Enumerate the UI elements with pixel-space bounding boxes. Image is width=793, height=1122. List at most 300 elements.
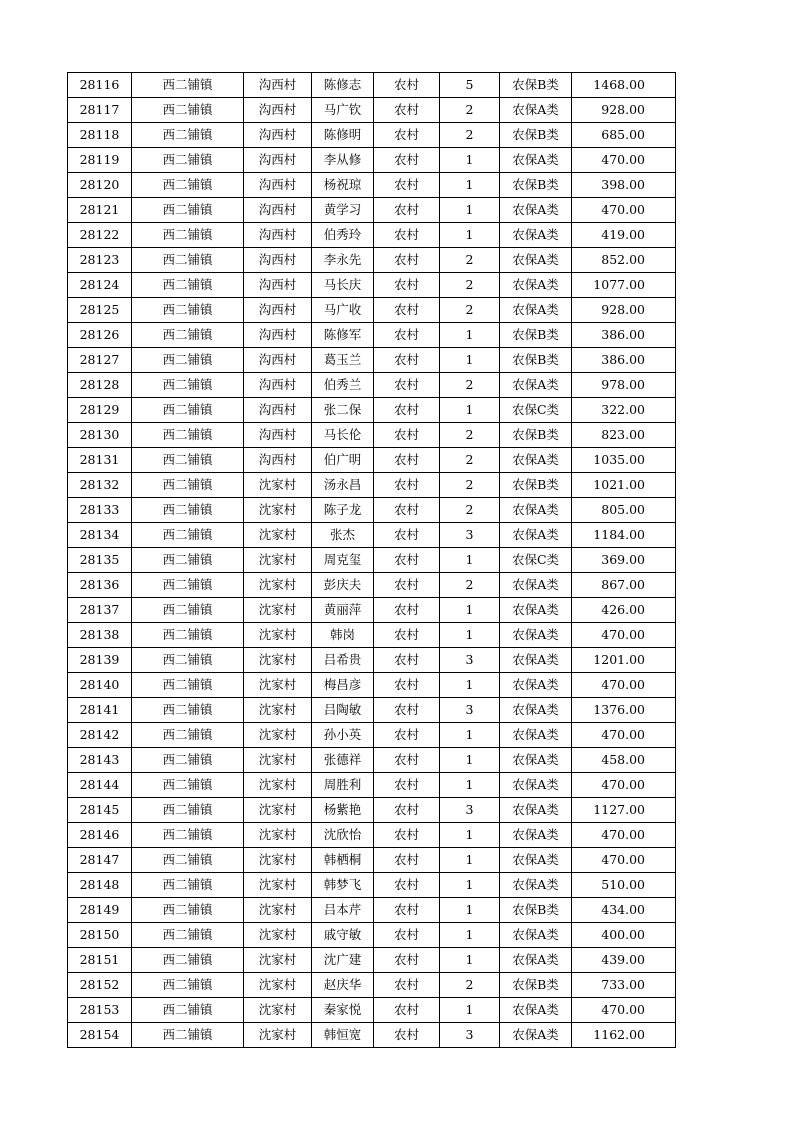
record-number: 28123	[68, 248, 132, 273]
residence-type-cell: 农村	[374, 423, 440, 448]
category-cell: 农保A类	[500, 448, 572, 473]
amount-cell: 1162.00	[572, 1023, 676, 1048]
residence-type-cell: 农村	[374, 248, 440, 273]
table-row	[68, 823, 676, 848]
household-size-cell: 3	[440, 698, 500, 723]
category-cell: 农保B类	[500, 348, 572, 373]
town-cell: 西二铺镇	[132, 798, 244, 823]
household-size-cell: 1	[440, 923, 500, 948]
residence-type-cell: 农村	[374, 198, 440, 223]
village-cell: 沈家村	[244, 873, 312, 898]
record-number: 28144	[68, 773, 132, 798]
household-size-cell: 2	[440, 123, 500, 148]
amount-cell: 867.00	[572, 573, 676, 598]
table-row	[68, 423, 676, 448]
village-cell: 沟西村	[244, 223, 312, 248]
town-cell: 西二铺镇	[132, 323, 244, 348]
village-cell: 沈家村	[244, 548, 312, 573]
residence-type-cell: 农村	[374, 573, 440, 598]
table-body	[68, 73, 676, 1048]
village-cell: 沟西村	[244, 123, 312, 148]
town-cell: 西二铺镇	[132, 648, 244, 673]
household-size-cell: 2	[440, 573, 500, 598]
record-number: 28128	[68, 373, 132, 398]
residence-type-cell: 农村	[374, 623, 440, 648]
record-number: 28151	[68, 948, 132, 973]
record-number: 28149	[68, 898, 132, 923]
household-size-cell: 2	[440, 448, 500, 473]
name-cell: 沈欣怡	[312, 823, 374, 848]
village-cell: 沟西村	[244, 423, 312, 448]
household-size-cell: 1	[440, 398, 500, 423]
name-cell: 张杰	[312, 523, 374, 548]
household-size-cell: 1	[440, 723, 500, 748]
amount-cell: 426.00	[572, 598, 676, 623]
household-size-cell: 2	[440, 973, 500, 998]
category-cell: 农保C类	[500, 398, 572, 423]
household-size-cell: 1	[440, 623, 500, 648]
amount-cell: 805.00	[572, 498, 676, 523]
name-cell: 陈修军	[312, 323, 374, 348]
amount-cell: 439.00	[572, 948, 676, 973]
town-cell: 西二铺镇	[132, 623, 244, 648]
category-cell: 农保B类	[500, 898, 572, 923]
town-cell: 西二铺镇	[132, 448, 244, 473]
name-cell: 杨祝琼	[312, 173, 374, 198]
category-cell: 农保A类	[500, 148, 572, 173]
household-size-cell: 2	[440, 423, 500, 448]
name-cell: 张二保	[312, 398, 374, 423]
residence-type-cell: 农村	[374, 373, 440, 398]
household-size-cell: 3	[440, 523, 500, 548]
residence-type-cell: 农村	[374, 798, 440, 823]
name-cell: 马长庆	[312, 273, 374, 298]
table-row	[68, 998, 676, 1023]
village-cell: 沟西村	[244, 148, 312, 173]
record-number: 28129	[68, 398, 132, 423]
amount-cell: 419.00	[572, 223, 676, 248]
table-row	[68, 498, 676, 523]
residence-type-cell: 农村	[374, 698, 440, 723]
table-row	[68, 373, 676, 398]
residence-type-cell: 农村	[374, 673, 440, 698]
amount-cell: 470.00	[572, 848, 676, 873]
category-cell: 农保B类	[500, 423, 572, 448]
record-number: 28131	[68, 448, 132, 473]
household-size-cell: 2	[440, 498, 500, 523]
amount-cell: 369.00	[572, 548, 676, 573]
category-cell: 农保B类	[500, 323, 572, 348]
residence-type-cell: 农村	[374, 273, 440, 298]
record-number: 28148	[68, 873, 132, 898]
village-cell: 沟西村	[244, 73, 312, 98]
village-cell: 沈家村	[244, 648, 312, 673]
record-number: 28136	[68, 573, 132, 598]
residence-type-cell: 农村	[374, 748, 440, 773]
category-cell: 农保A类	[500, 623, 572, 648]
village-cell: 沟西村	[244, 348, 312, 373]
category-cell: 农保B类	[500, 123, 572, 148]
residence-type-cell: 农村	[374, 723, 440, 748]
village-cell: 沈家村	[244, 698, 312, 723]
town-cell: 西二铺镇	[132, 423, 244, 448]
amount-cell: 434.00	[572, 898, 676, 923]
record-number: 28120	[68, 173, 132, 198]
residence-type-cell: 农村	[374, 498, 440, 523]
household-size-cell: 3	[440, 798, 500, 823]
town-cell: 西二铺镇	[132, 823, 244, 848]
residence-type-cell: 农村	[374, 948, 440, 973]
record-number: 28139	[68, 648, 132, 673]
town-cell: 西二铺镇	[132, 598, 244, 623]
category-cell: 农保B类	[500, 973, 572, 998]
table-row	[68, 748, 676, 773]
record-number: 28135	[68, 548, 132, 573]
village-cell: 沈家村	[244, 823, 312, 848]
household-size-cell: 1	[440, 148, 500, 173]
table-row	[68, 898, 676, 923]
village-cell: 沈家村	[244, 598, 312, 623]
village-cell: 沈家村	[244, 898, 312, 923]
town-cell: 西二铺镇	[132, 848, 244, 873]
amount-cell: 470.00	[572, 823, 676, 848]
category-cell: 农保A类	[500, 648, 572, 673]
town-cell: 西二铺镇	[132, 748, 244, 773]
table-row	[68, 548, 676, 573]
name-cell: 赵庆华	[312, 973, 374, 998]
amount-cell: 1035.00	[572, 448, 676, 473]
name-cell: 伯秀兰	[312, 373, 374, 398]
amount-cell: 823.00	[572, 423, 676, 448]
name-cell: 吕希贵	[312, 648, 374, 673]
town-cell: 西二铺镇	[132, 198, 244, 223]
record-number: 28154	[68, 1023, 132, 1048]
record-number: 28140	[68, 673, 132, 698]
village-cell: 沈家村	[244, 673, 312, 698]
village-cell: 沈家村	[244, 773, 312, 798]
village-cell: 沈家村	[244, 1023, 312, 1048]
category-cell: 农保A类	[500, 498, 572, 523]
record-number: 28124	[68, 273, 132, 298]
name-cell: 马广钦	[312, 98, 374, 123]
amount-cell: 1468.00	[572, 73, 676, 98]
table-row	[68, 98, 676, 123]
table-row	[68, 948, 676, 973]
record-number: 28137	[68, 598, 132, 623]
category-cell: 农保A类	[500, 223, 572, 248]
village-cell: 沈家村	[244, 473, 312, 498]
town-cell: 西二铺镇	[132, 173, 244, 198]
table-row	[68, 73, 676, 98]
record-number: 28141	[68, 698, 132, 723]
name-cell: 马长伦	[312, 423, 374, 448]
town-cell: 西二铺镇	[132, 523, 244, 548]
table-row	[68, 198, 676, 223]
name-cell: 陈修明	[312, 123, 374, 148]
amount-cell: 685.00	[572, 123, 676, 148]
record-number: 28118	[68, 123, 132, 148]
village-cell: 沈家村	[244, 748, 312, 773]
household-size-cell: 1	[440, 773, 500, 798]
residence-type-cell: 农村	[374, 448, 440, 473]
name-cell: 杨紫艳	[312, 798, 374, 823]
household-size-cell: 3	[440, 648, 500, 673]
amount-cell: 1201.00	[572, 648, 676, 673]
table-row	[68, 573, 676, 598]
name-cell: 秦家悦	[312, 998, 374, 1023]
town-cell: 西二铺镇	[132, 273, 244, 298]
household-size-cell: 1	[440, 848, 500, 873]
town-cell: 西二铺镇	[132, 73, 244, 98]
name-cell: 韩栖桐	[312, 848, 374, 873]
category-cell: 农保A类	[500, 748, 572, 773]
record-number: 28132	[68, 473, 132, 498]
name-cell: 梅昌彦	[312, 673, 374, 698]
village-cell: 沈家村	[244, 973, 312, 998]
category-cell: 农保A类	[500, 273, 572, 298]
residence-type-cell: 农村	[374, 998, 440, 1023]
town-cell: 西二铺镇	[132, 923, 244, 948]
village-cell: 沈家村	[244, 798, 312, 823]
village-cell: 沈家村	[244, 623, 312, 648]
table-row	[68, 348, 676, 373]
record-number: 28117	[68, 98, 132, 123]
town-cell: 西二铺镇	[132, 473, 244, 498]
table-row	[68, 873, 676, 898]
residence-type-cell: 农村	[374, 148, 440, 173]
name-cell: 黄学习	[312, 198, 374, 223]
record-number: 28130	[68, 423, 132, 448]
relief-roster-table	[67, 72, 676, 1048]
household-size-cell: 1	[440, 173, 500, 198]
category-cell: 农保A类	[500, 948, 572, 973]
amount-cell: 1376.00	[572, 698, 676, 723]
village-cell: 沈家村	[244, 523, 312, 548]
record-number: 28122	[68, 223, 132, 248]
amount-cell: 510.00	[572, 873, 676, 898]
table-row	[68, 398, 676, 423]
table-row	[68, 223, 676, 248]
town-cell: 西二铺镇	[132, 773, 244, 798]
category-cell: 农保A类	[500, 298, 572, 323]
town-cell: 西二铺镇	[132, 673, 244, 698]
village-cell: 沈家村	[244, 498, 312, 523]
amount-cell: 928.00	[572, 98, 676, 123]
village-cell: 沟西村	[244, 198, 312, 223]
household-size-cell: 1	[440, 748, 500, 773]
household-size-cell: 1	[440, 598, 500, 623]
residence-type-cell: 农村	[374, 823, 440, 848]
village-cell: 沟西村	[244, 373, 312, 398]
table-row	[68, 298, 676, 323]
record-number: 28134	[68, 523, 132, 548]
amount-cell: 322.00	[572, 398, 676, 423]
household-size-cell: 1	[440, 673, 500, 698]
table-row	[68, 123, 676, 148]
category-cell: 农保A类	[500, 198, 572, 223]
village-cell: 沈家村	[244, 573, 312, 598]
residence-type-cell: 农村	[374, 873, 440, 898]
village-cell: 沟西村	[244, 323, 312, 348]
household-size-cell: 2	[440, 298, 500, 323]
town-cell: 西二铺镇	[132, 373, 244, 398]
name-cell: 伯秀玲	[312, 223, 374, 248]
town-cell: 西二铺镇	[132, 498, 244, 523]
name-cell: 韩恒宽	[312, 1023, 374, 1048]
name-cell: 马广收	[312, 298, 374, 323]
household-size-cell: 1	[440, 198, 500, 223]
table-row	[68, 248, 676, 273]
record-number: 28121	[68, 198, 132, 223]
amount-cell: 470.00	[572, 773, 676, 798]
household-size-cell: 1	[440, 873, 500, 898]
amount-cell: 400.00	[572, 923, 676, 948]
town-cell: 西二铺镇	[132, 98, 244, 123]
town-cell: 西二铺镇	[132, 948, 244, 973]
record-number: 28126	[68, 323, 132, 348]
name-cell: 周胜利	[312, 773, 374, 798]
name-cell: 葛玉兰	[312, 348, 374, 373]
table-row	[68, 148, 676, 173]
residence-type-cell: 农村	[374, 73, 440, 98]
record-number: 28119	[68, 148, 132, 173]
record-number: 28145	[68, 798, 132, 823]
name-cell: 沈广建	[312, 948, 374, 973]
record-number: 28150	[68, 923, 132, 948]
amount-cell: 398.00	[572, 173, 676, 198]
name-cell: 韩梦飞	[312, 873, 374, 898]
category-cell: 农保C类	[500, 548, 572, 573]
category-cell: 农保A类	[500, 848, 572, 873]
household-size-cell: 1	[440, 348, 500, 373]
village-cell: 沈家村	[244, 923, 312, 948]
town-cell: 西二铺镇	[132, 148, 244, 173]
town-cell: 西二铺镇	[132, 1023, 244, 1048]
amount-cell: 386.00	[572, 348, 676, 373]
table-row	[68, 648, 676, 673]
table-row	[68, 1023, 676, 1048]
record-number: 28153	[68, 998, 132, 1023]
record-number: 28146	[68, 823, 132, 848]
village-cell: 沟西村	[244, 248, 312, 273]
amount-cell: 470.00	[572, 723, 676, 748]
table-row	[68, 923, 676, 948]
category-cell: 农保A类	[500, 1023, 572, 1048]
name-cell: 陈修志	[312, 73, 374, 98]
record-number: 28133	[68, 498, 132, 523]
record-number: 28147	[68, 848, 132, 873]
category-cell: 农保A类	[500, 598, 572, 623]
village-cell: 沟西村	[244, 298, 312, 323]
name-cell: 戚守敏	[312, 923, 374, 948]
category-cell: 农保A类	[500, 523, 572, 548]
name-cell: 韩岗	[312, 623, 374, 648]
amount-cell: 928.00	[572, 298, 676, 323]
category-cell: 农保A类	[500, 998, 572, 1023]
category-cell: 农保A类	[500, 373, 572, 398]
name-cell: 李永先	[312, 248, 374, 273]
category-cell: 农保A类	[500, 673, 572, 698]
category-cell: 农保A类	[500, 723, 572, 748]
residence-type-cell: 农村	[374, 523, 440, 548]
record-number: 28142	[68, 723, 132, 748]
amount-cell: 386.00	[572, 323, 676, 348]
name-cell: 李从修	[312, 148, 374, 173]
table-row	[68, 448, 676, 473]
category-cell: 农保A类	[500, 98, 572, 123]
village-cell: 沈家村	[244, 848, 312, 873]
residence-type-cell: 农村	[374, 598, 440, 623]
town-cell: 西二铺镇	[132, 898, 244, 923]
amount-cell: 1184.00	[572, 523, 676, 548]
village-cell: 沟西村	[244, 173, 312, 198]
village-cell: 沟西村	[244, 398, 312, 423]
village-cell: 沈家村	[244, 998, 312, 1023]
town-cell: 西二铺镇	[132, 873, 244, 898]
name-cell: 周克玺	[312, 548, 374, 573]
residence-type-cell: 农村	[374, 973, 440, 998]
category-cell: 农保A类	[500, 773, 572, 798]
record-number: 28125	[68, 298, 132, 323]
category-cell: 农保A类	[500, 248, 572, 273]
residence-type-cell: 农村	[374, 298, 440, 323]
table-row	[68, 798, 676, 823]
household-size-cell: 2	[440, 98, 500, 123]
amount-cell: 978.00	[572, 373, 676, 398]
town-cell: 西二铺镇	[132, 973, 244, 998]
town-cell: 西二铺镇	[132, 698, 244, 723]
table-row	[68, 698, 676, 723]
name-cell: 汤永昌	[312, 473, 374, 498]
town-cell: 西二铺镇	[132, 298, 244, 323]
residence-type-cell: 农村	[374, 98, 440, 123]
name-cell: 黄丽萍	[312, 598, 374, 623]
name-cell: 彭庆夫	[312, 573, 374, 598]
household-size-cell: 2	[440, 248, 500, 273]
category-cell: 农保A类	[500, 873, 572, 898]
amount-cell: 470.00	[572, 623, 676, 648]
table-row	[68, 773, 676, 798]
category-cell: 农保A类	[500, 573, 572, 598]
residence-type-cell: 农村	[374, 923, 440, 948]
village-cell: 沈家村	[244, 948, 312, 973]
table-row	[68, 723, 676, 748]
town-cell: 西二铺镇	[132, 223, 244, 248]
category-cell: 农保A类	[500, 923, 572, 948]
household-size-cell: 1	[440, 998, 500, 1023]
household-size-cell: 3	[440, 1023, 500, 1048]
table-row	[68, 623, 676, 648]
residence-type-cell: 农村	[374, 348, 440, 373]
residence-type-cell: 农村	[374, 323, 440, 348]
amount-cell: 733.00	[572, 973, 676, 998]
residence-type-cell: 农村	[374, 848, 440, 873]
household-size-cell: 1	[440, 223, 500, 248]
residence-type-cell: 农村	[374, 173, 440, 198]
town-cell: 西二铺镇	[132, 998, 244, 1023]
residence-type-cell: 农村	[374, 473, 440, 498]
record-number: 28116	[68, 73, 132, 98]
table-row	[68, 673, 676, 698]
amount-cell: 470.00	[572, 198, 676, 223]
household-size-cell: 1	[440, 948, 500, 973]
village-cell: 沟西村	[244, 273, 312, 298]
village-cell: 沈家村	[244, 723, 312, 748]
category-cell: 农保B类	[500, 173, 572, 198]
town-cell: 西二铺镇	[132, 723, 244, 748]
amount-cell: 1127.00	[572, 798, 676, 823]
residence-type-cell: 农村	[374, 548, 440, 573]
